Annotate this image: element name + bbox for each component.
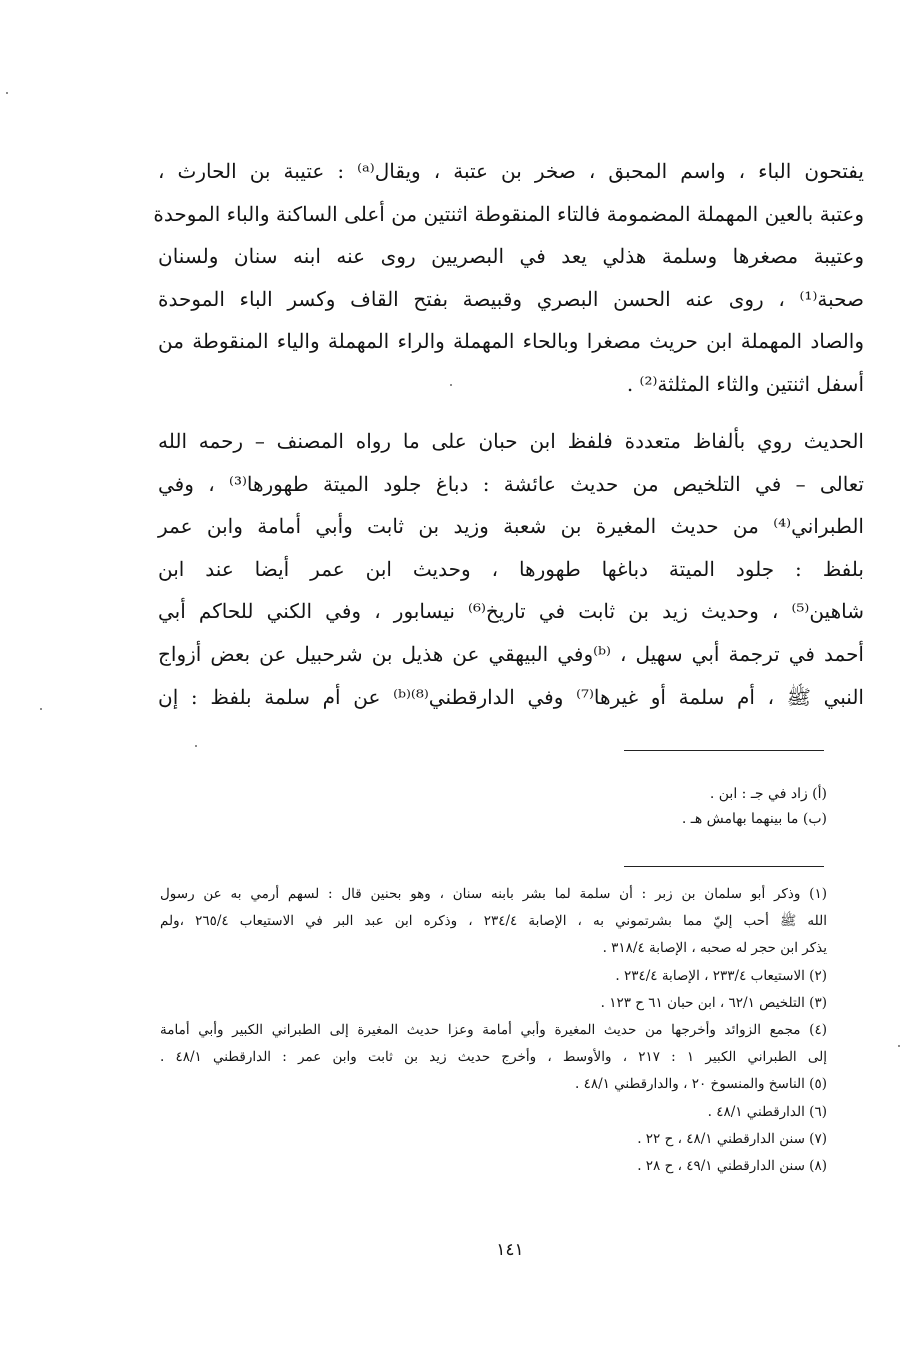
main-paragraph-2: [158, 420, 864, 718]
text-line: وعتيبة مصغرها وسلمة هذلي يعد في البصريين روى عنه ابنه سنان ولسنان: [158, 244, 864, 269]
text-line: صحبة⁽¹⁾ ، روى عنه الحسن البصري وقبيصة بفتح القاف وكسر الباء الموحدة: [158, 286, 864, 311]
text-line: النبي ﷺ ، أم سلمة أو غيرها⁽⁷⁾ وفي الدارقطني⁽⁸⁾⁽ᵇ⁾ عن أم سلمة بلفظ : إن: [158, 684, 864, 709]
text-line: والصاد المهملة ابن حريث مصغرا وبالحاء المهملة والراء المهملة والياء المنقوطة من: [158, 329, 864, 354]
footnote-line: (٧) سنن الدارقطني ٤٨/١ ، ح ٢٢ .: [637, 1130, 827, 1147]
text-line: شاهين⁽⁵⁾ ، وحديث زيد بن ثابت في تاريخ⁽⁶⁾ نيسابور ، وفي الكني للحاكم أبي: [158, 599, 864, 624]
footnote-line: (٦) الدارقطني ٤٨/١ .: [707, 1103, 827, 1120]
text-line: أحمد في ترجمة أبي سهيل ، ⁽ᵇ⁾وفي البيهقي عن هذيل بن شرحبيل عن بعض أزواج: [158, 641, 864, 666]
footnote-line: (٥) الناسخ والمنسوخ ٢٠ ، والدارقطني ٤٨/١ .: [574, 1076, 827, 1093]
scan-speck: [6, 92, 8, 94]
footnotes: [160, 881, 827, 1180]
text-line: وعتبة بالعين المهملة المضمومة فالتاء المنقوطة اثنتين من أعلى الساكنة والباء الموحدة: [153, 201, 864, 226]
scan-speck: [450, 384, 452, 386]
footnote-line: إلى الطبراني الكبير ١ : ٢١٧ ، والأوسط ، وأخرج حديث زيد بن ثابت وابن عمر : الدارقطني ٤٨/١ .: [160, 1049, 827, 1066]
variant-note: (أ) زاد في جـ : ابن .: [709, 786, 827, 802]
text-line: تعالى – في التلخيص من حديث عائشة : دباغ جلود الميتة طهورها⁽³⁾ ، وفي: [158, 471, 865, 496]
variant-notes: [682, 782, 827, 832]
text-line: أسفل اثنتين والثاء المثلثة⁽²⁾ .: [626, 371, 864, 396]
variant-note: (ب) ما بينهما بهامش هـ .: [681, 811, 827, 827]
footnotes-separator: [624, 866, 824, 867]
footnote-line: (٤) مجمع الزوائد وأخرجها من حديث المغيرة وأبي أمامة وعزا حديث المغيرة إلى الطبراني الكبير وأبي أمامة: [160, 1022, 827, 1039]
footnote-line: (٣) التلخيص ٦٢/١ ، ابن حبان ٦١ ح ١٢٣ .: [600, 994, 827, 1011]
text-line: بلفظ : جلود الميتة دباغها طهورها ، وحديث ابن عمر أيضا عند ابن: [158, 556, 864, 581]
scan-speck: [898, 1045, 900, 1047]
main-paragraph-1: [153, 150, 864, 406]
text-line: الطبراني⁽⁴⁾ من حديث المغيرة بن شعبة وزيد بن ثابت وأبي أمامة وابن عمر: [158, 514, 864, 539]
text-line: الحديث روي بألفاظ متعددة فلفظ ابن حبان على ما رواه المصنف – رحمه الله: [158, 429, 864, 453]
variant-notes-separator: [624, 750, 824, 751]
footnote-line: (٨) سنن الدارقطني ٤٩/١ ، ح ٢٨ .: [637, 1158, 827, 1175]
footnote-line: يذكر ابن حجر له صحبه ، الإصابة ٣١٨/٤ .: [602, 940, 827, 957]
text-line: يفتحون الباء ، واسم المحبق ، صخر بن عتبة ، ويقال⁽ᵃ⁾ : عتيبة بن الحارث ،: [158, 159, 864, 183]
footnote-line: الله ﷺ أحب إليّ مما بشرتموني به ، الإصابة ٢٣٤/٤ ، وذكره ابن عبد البر في الاستيعاب ٢٦٥/٤ ،ولم: [160, 913, 827, 930]
footnote-line: (٢) الاستيعاب ٢٣٣/٤ ، الإصابة ٢٣٤/٤ .: [615, 967, 827, 984]
scan-speck: [40, 708, 42, 710]
scan-speck: [195, 745, 197, 747]
footnote-line: (١) وذكر أبو سلمان بن زبر : أن سلمة لما بشر بابنه سنان ، وهو بحنين قال : لسهم أرمي به عن رسول: [160, 886, 827, 902]
page-number: ١٤١: [496, 1240, 524, 1260]
